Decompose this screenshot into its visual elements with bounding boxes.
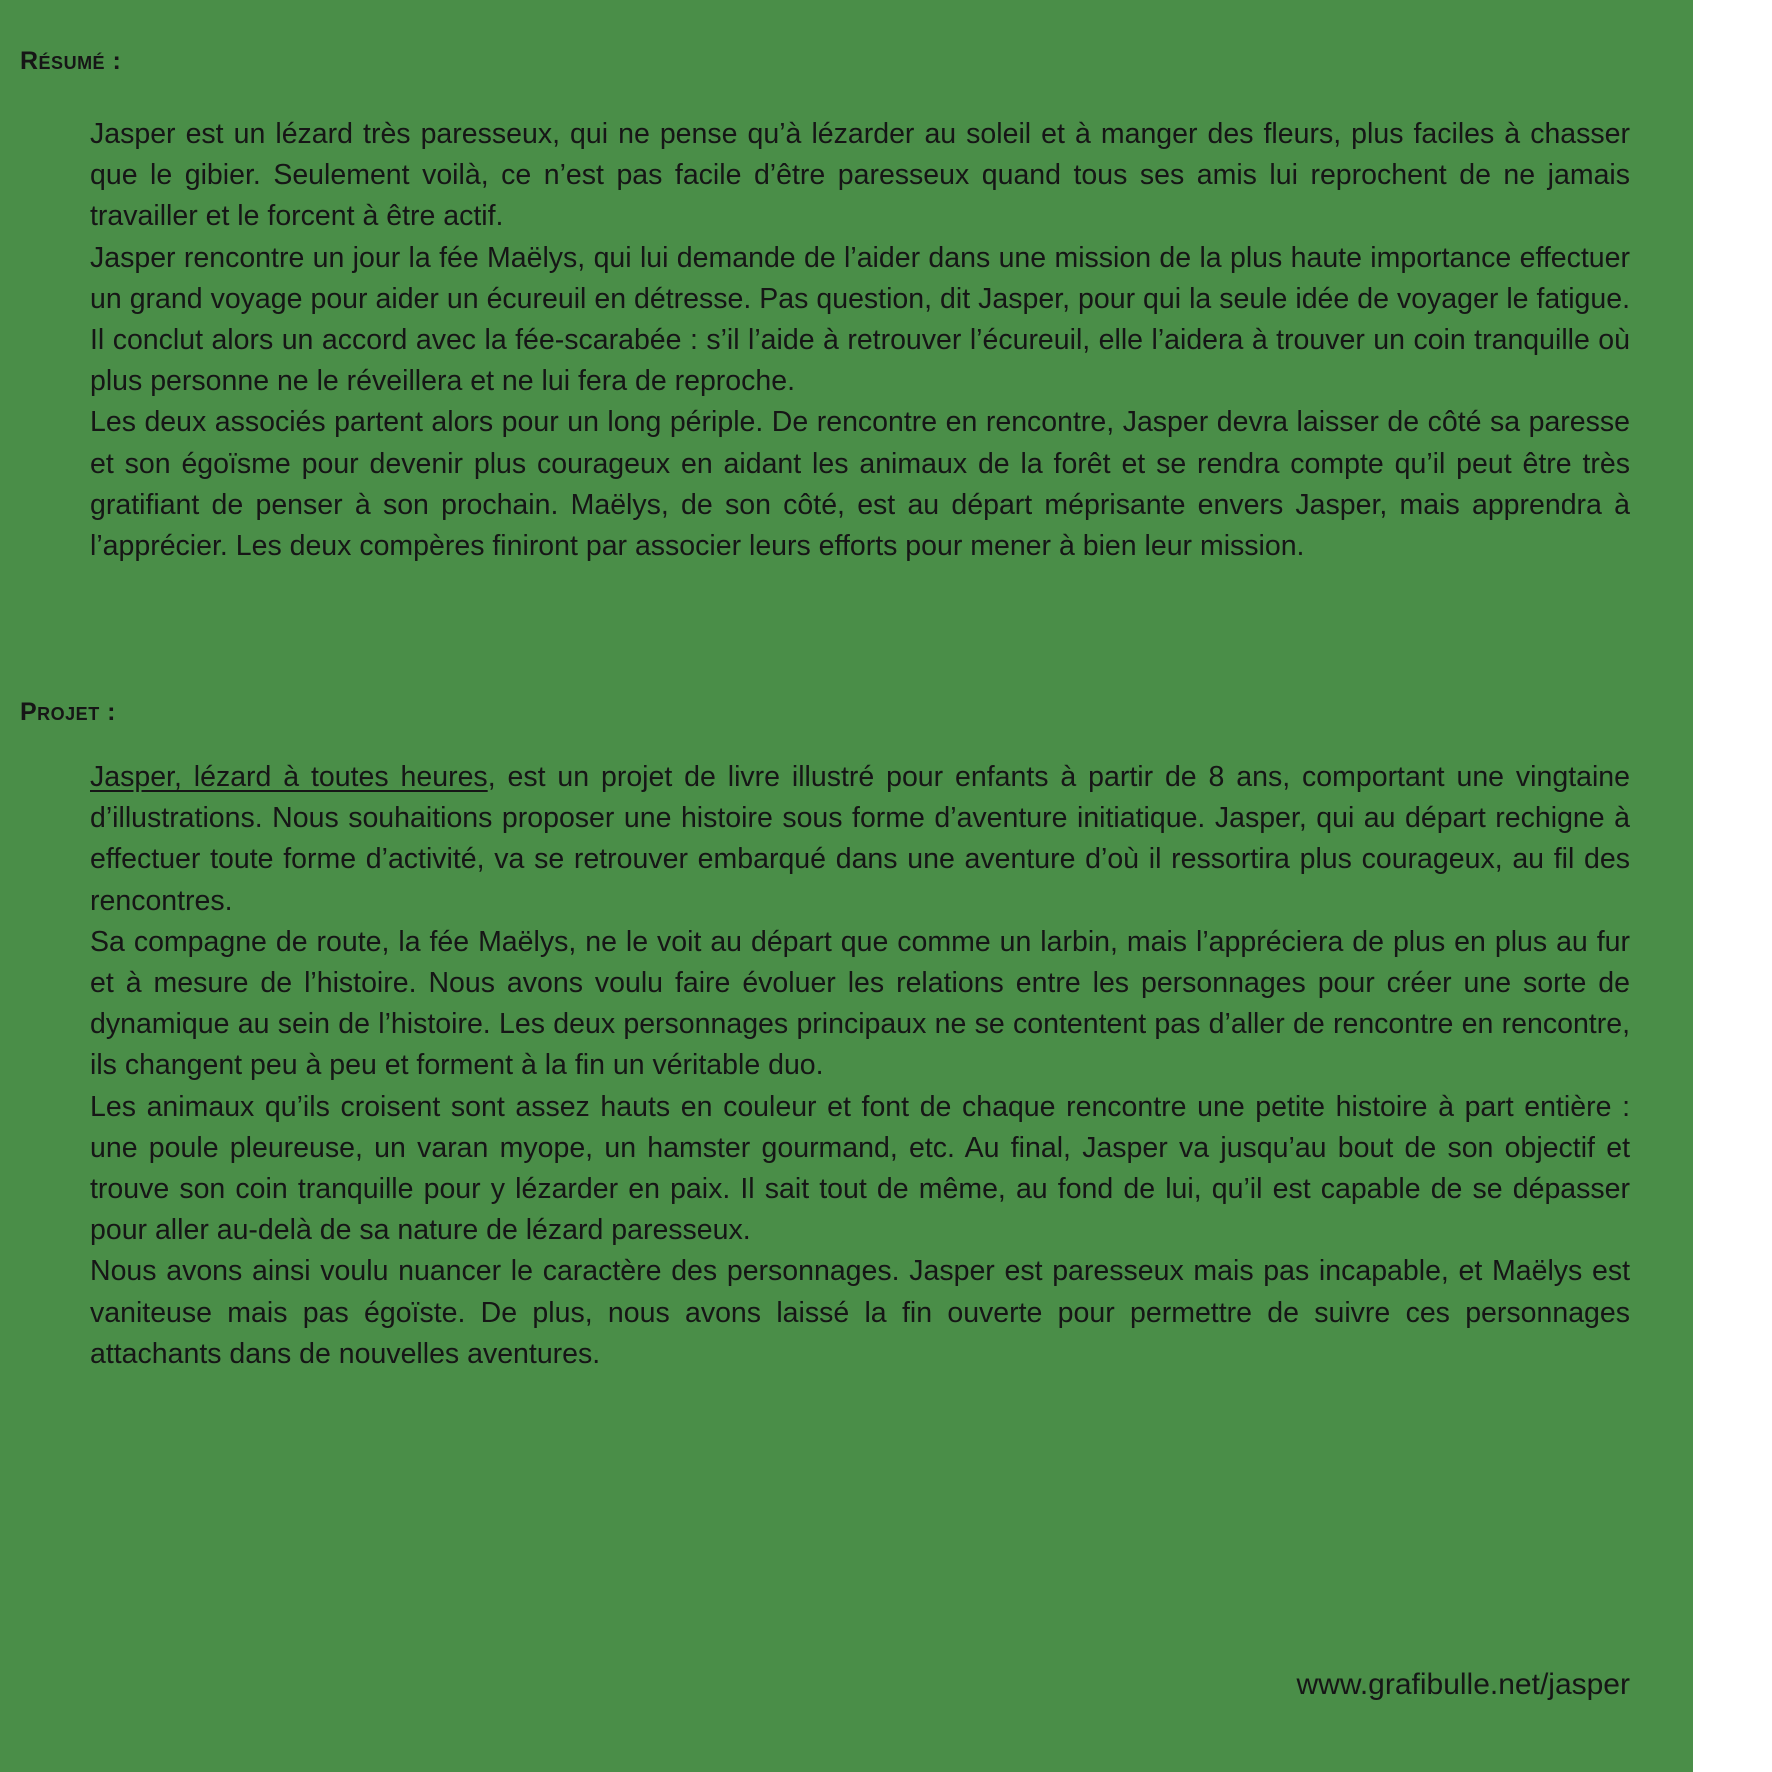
projet-paragraph [90,757,1630,922]
projet-body [90,757,1630,1375]
resume-paragraph: Jasper rencontre un jour la fée Maëlys, qui lui demande de l’aider dans une mission de la plus haute importance effectuer un grand voyage pour aider un écureuil en détresse. Pas question, dit Jasper, pour qui la seule idée de voyager le fatigue. Il conclut alors un accord avec la fée-scarabée : s’il l’aide à retrouver l’écureuil, elle l’aidera à trouver un coin tranquille où plus personne ne le réveillera et ne lui fera de reproche. [90,241,1630,398]
projet-paragraph: Sa compagne de route, la fée Maëlys, ne le voit au départ que comme un larbin, mais l’appréciera de plus en plus au fur et à mesure de l’histoire. Nous avons voulu faire évoluer les relations entre les personnages pour créer une sorte de dynamique au sein de l’histoire. Les deux personnages principaux ne se contentent pas d’aller de rencontre en rencontre, ils changent peu à peu et forment à la fin un véritable duo. [90,925,1630,1082]
website-url[interactable]: www.grafibulle.net/jasper [1296,1668,1630,1701]
resume-paragraph: Les deux associés partent alors pour un long périple. De rencontre en rencontre, Jasper devra laisser de côté sa paresse et son égoïsme pour devenir plus courageux en aidant les animaux de la forêt et se rendra compte qu’il peut être très gratifiant de penser à son prochain. Maëlys, de son côté, est au départ méprisante envers Jasper, mais apprendra à l’apprécier. Les deux compères finiront par associer leurs efforts pour mener à bien leur mission. [90,406,1630,563]
projet-heading: Projet : [20,698,116,726]
projet-paragraph: Nous avons ainsi voulu nuancer le caractère des personnages. Jasper est paresseux mais pas incapable, et Maëlys est vaniteuse mais pas égoïste. De plus, nous avons laissé la fin ouverte pour permettre de suivre ces personnages attachants dans de nouvelles aventures. [90,1255,1630,1370]
resume-heading: Résumé : [20,47,122,75]
resume-paragraph: Jasper est un lézard très paresseux, qui ne pense qu’à lézarder au soleil et à manger des fleurs, plus faciles à chasser que le gibier. Seulement voilà, ce n’est pas facile d’être paresseux quand tous ses amis lui reprochent de ne jamais travailler et le forcent à être actif. [90,118,1630,233]
projet-paragraph: Les animaux qu’ils croisent sont assez hauts en couleur et font de chaque rencontre une petite histoire à part entière : une poule pleureuse, un varan myope, un hamster gourmand, etc. Au final, Jasper va jusqu’au bout de son objectif et trouve son coin tranquille pour y lézarder en paix. Il sait tout de même, au fond de lui, qu’il est capable de se dépasser pour aller au-delà de sa nature de lézard paresseux. [90,1090,1630,1247]
projet-intro-text: , est un projet de livre illustré pour enfants à partir de 8 ans, comportant une vingtaine d’illustrations. Nous souhaitions proposer une histoire sous forme d’aventure initiatique. Jasper, qui au départ rechigne à effectuer toute forme d’activité, va se retrouver embarqué dans une aventure d’où il ressortira plus courageux, au fil des rencontres. [90,761,1630,917]
book-title: Jasper, lézard à toutes heures [90,761,488,793]
resume-body [90,114,1630,567]
